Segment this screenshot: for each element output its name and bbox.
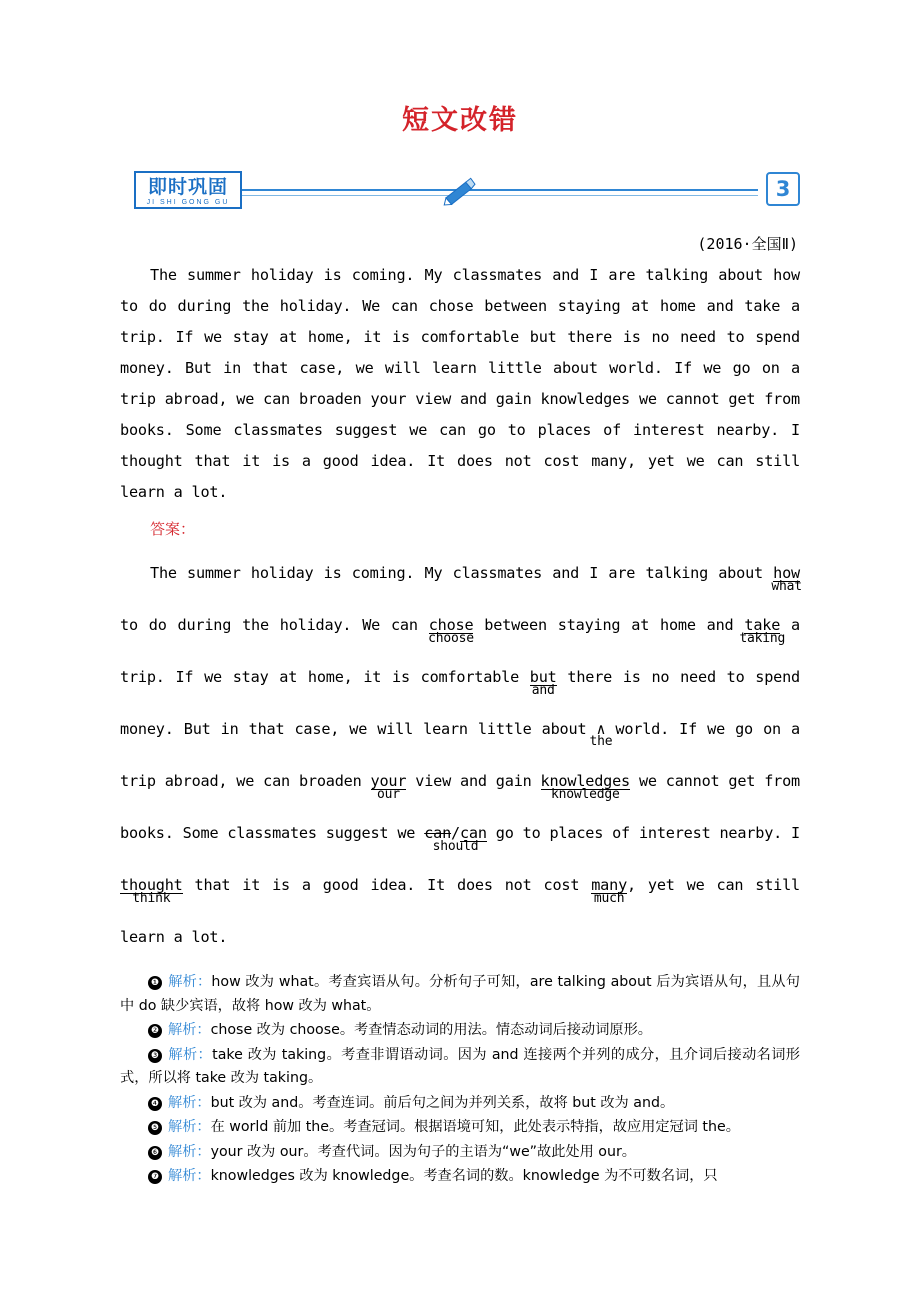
explanation-text: your 改为 our。考查代词。因为句子的主语为“we”故此处用 our。: [210, 1143, 636, 1160]
correction-4-fix: and: [531, 683, 555, 698]
correction-3: [739, 616, 786, 646]
explanation-bullet: ❶: [148, 976, 162, 990]
explanation-bullet: ❺: [148, 1121, 162, 1135]
section-banner: [120, 171, 800, 211]
explanation-item-5: [120, 1116, 800, 1140]
passage-line-6: places of interest nearby. I thought that it is a good idea. It does not cost many, yet: [120, 421, 800, 470]
explanation-key: 解析：: [168, 1046, 213, 1063]
correction-10-word: many: [591, 876, 628, 894]
correction-5-fix: the: [589, 734, 613, 749]
corrected-segment-3: between staying at home and: [473, 616, 745, 634]
explanation-bullet: ❷: [148, 1024, 162, 1038]
corrected-segment-10: that it is a good idea. It does not cost: [182, 876, 592, 894]
correction-1-word: how: [773, 564, 800, 582]
explanation-item-6: [120, 1141, 800, 1165]
correction-8-word-struck: can: [424, 824, 452, 842]
page-title: 短文改错: [402, 105, 518, 136]
corrected-segment-7: view and gain: [406, 772, 541, 790]
corrected-segment-1: The summer holiday is coming. My classmates and I are talking about: [150, 564, 774, 582]
correction-5-caret: ∧ the: [589, 720, 613, 749]
explanation-key: 解析：: [168, 974, 212, 990]
passage-line-3: at home, it is comfortable but there is no need to spend money. But in that case,: [120, 328, 800, 377]
corrected-segment-9: go to places of interest nearby. I: [486, 824, 800, 842]
corrected-passage: [120, 547, 800, 963]
banner-line: [242, 189, 758, 191]
corrected-segment-4: a trip. If we stay at home, it is comfortable: [120, 616, 800, 686]
explanation-item-7: [120, 1165, 800, 1189]
correction-6-fix: our: [376, 787, 400, 802]
explanation-bullet: ❻: [148, 1146, 162, 1160]
correction-7: [540, 772, 630, 802]
answer-label: 答案：: [150, 520, 196, 538]
source-citation: (2016·全国Ⅱ): [697, 235, 798, 253]
explanation-text: chose 改为 choose。考查情态动词的用法。情态动词后接动词原形。: [210, 1022, 652, 1038]
correction-1-fix: what: [771, 579, 802, 594]
corrected-segment-11: , yet we can still learn a lot.: [120, 876, 800, 946]
correction-9-word: thought: [120, 876, 183, 894]
correction-7-fix: knowledge: [550, 787, 620, 802]
explanation-text: how 改为 what。考查宾语从句。分析句子可知，are talking about 后为宾语从句，且从句中 do 缺少宾语，故将 how 改为 what。: [120, 974, 800, 1014]
original-passage: [120, 260, 800, 508]
banner-number: 3: [766, 172, 800, 206]
explanation-item-3: [120, 1044, 800, 1091]
explanation-bullet: ❸: [148, 1049, 162, 1063]
banner-badge-pinyin: JI SHI GONG GU: [146, 199, 230, 206]
explanation-item-1: [120, 971, 800, 1018]
passage-line-7: we can still learn a lot.: [120, 452, 801, 501]
banner-badge: [134, 171, 242, 209]
banner-badge-label: 即时巩固: [147, 176, 228, 198]
corrected-segment-6: world. If we go on a trip abroad, we can broaden: [120, 720, 800, 790]
correction-9-fix: think: [132, 891, 171, 906]
corrected-segment-2: to do during the holiday. We can: [120, 616, 429, 634]
correction-2-word: chose: [428, 616, 474, 634]
explanation-text: but 改为 and。考查连词。前后句之间为并列关系，故将 but 改为 and。: [210, 1094, 675, 1111]
correction-2: [428, 616, 474, 646]
correction-2-fix: choose: [428, 631, 474, 646]
correction-10-fix: much: [593, 891, 625, 906]
explanation-text: 在 world 前加 the。考查冠词。根据语境可知，此处表示特指，故应用定冠词 the。: [210, 1119, 740, 1135]
corrected-segment-8: we cannot get from books. Some classmates suggest we: [120, 772, 800, 842]
explanation-text: knowledges 改为 knowledge。考查名词的数。knowledge 为不可数名词，只: [210, 1168, 718, 1184]
correction-3-fix: taking: [739, 631, 786, 646]
explanation-key: 解析：: [168, 1094, 211, 1111]
correction-6: [370, 772, 407, 802]
correction-4: [529, 668, 557, 698]
explanation-key: 解析：: [168, 1022, 211, 1038]
explanation-item-2: [120, 1019, 800, 1043]
correction-9: [120, 876, 183, 906]
correction-8-word: can: [459, 824, 487, 842]
correction-7-word: knowledges: [540, 772, 630, 790]
correction-8: [424, 824, 487, 854]
correction-4-word: but: [529, 668, 557, 686]
passage-line-1: The summer holiday is coming. My classmates and I are talking about how to do: [120, 266, 800, 315]
passage-line-4: we will learn little about world. If we go on a trip abroad, we can broaden your view: [120, 359, 800, 408]
explanation-bullet: ❼: [148, 1170, 162, 1184]
explanation-text: take 改为 taking。考查非谓语动词。因为 and 连接两个并列的成分，且介词后接动名词形式，所以将 take 改为 taking。: [120, 1046, 800, 1086]
banner-line-secondary: [242, 195, 758, 196]
explanation-key: 解析：: [168, 1168, 211, 1184]
explanation-list: [120, 971, 800, 1189]
explanation-item-4: [120, 1092, 800, 1116]
correction-8-fix: should: [432, 839, 479, 854]
explanation-bullet: ❹: [148, 1097, 162, 1111]
correction-8-slash: /: [451, 824, 460, 842]
correction-10: [591, 876, 628, 906]
correction-3-word: take: [744, 616, 781, 634]
passage-line-2: during the holiday. We can chose between staying at home and take a trip. If we stay: [120, 297, 800, 346]
pen-icon: [438, 173, 480, 207]
correction-1: [771, 564, 802, 594]
correction-6-word: your: [370, 772, 407, 790]
explanation-key: 解析：: [168, 1119, 211, 1135]
explanation-key: 解析：: [168, 1143, 211, 1160]
passage-line-5: and gain knowledges we cannot get from books. Some classmates suggest we can go to: [120, 390, 800, 439]
corrected-segment-5: there is no need to spend money. But in that case, we will learn little about: [120, 668, 800, 738]
